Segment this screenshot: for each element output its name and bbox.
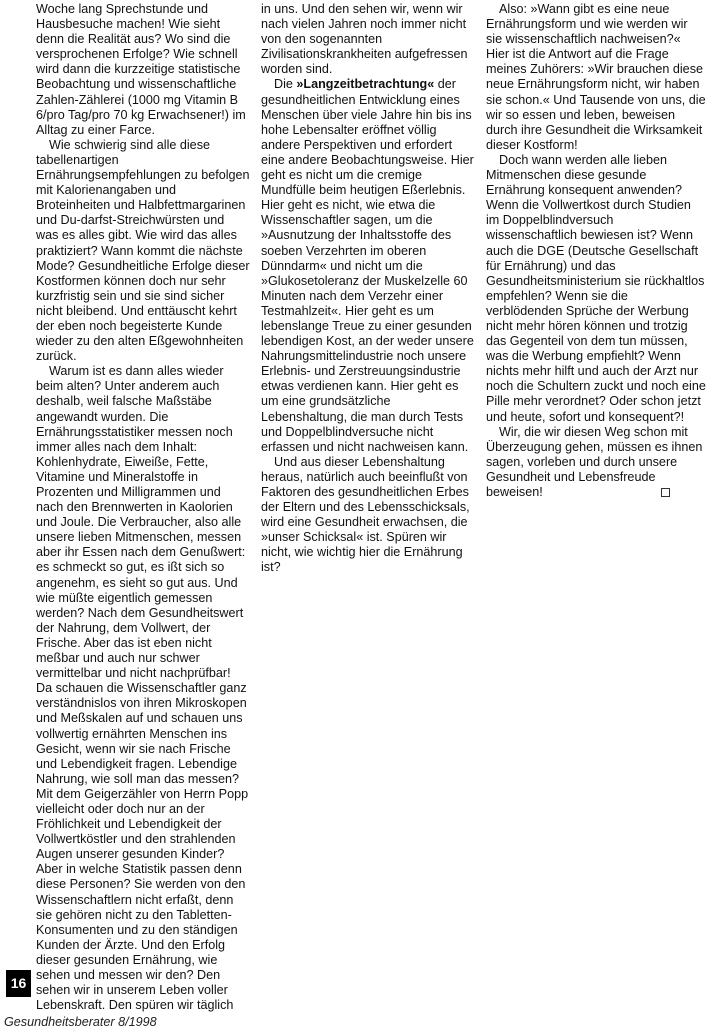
paragraph-text: der gesundheitlichen Entwicklung eines Menschen über viele Jahre hin bis ins hohe Lebensalter eröffnet völlig andere Perspektiven und erfordert eine andere Beobachtungsweise. Hier geht es nicht um die cremige Mundfülle beim heutigen Eßerlebnis. Hier geht es nicht, wie etwa die Wissenschaftler sagen, um die »Ausnutzung der Inhaltsstoffe des soeben Verzehrten im oberen Dünndarm« und nicht um die »Glukosetoleranz der Muskelzelle 60 Minuten nach dem Verzehr einer Testmahlzeit«. Hier geht es um lebenslange Treue zu einer gesunden lebendigen Kost, an der weder unsere Nahrungsmittelindustrie noch unsere Erlebnis- und Zerstreuungsindustrie etwas verdienen kann. Hier geht es um eine grundsätzliche Lebenshaltung, die man durch Tests und Doppelblindversuche nicht erfassen und nicht nachweisen kann. (261, 77, 474, 454)
page-number: 16 (6, 970, 31, 997)
paragraph: Woche lang Sprechstunde und Hausbesuche machen! Wie sieht denn die Realität aus? Wo sind die versprochenen Erfolge? Wie schnell wird dann die kurzzeitige statistische Beobachtung und wissenschaftliche Zahlen-Zählerei (1000 mg Vitamin B 6/pro Tag/pro 70 kg Erwachsener!) im Alltag zu einer Farce. (36, 2, 246, 137)
paragraph-text: Wir, die wir diesen Weg schon mit Überzeugung gehen, müssen es ihnen sagen, vorleben und durch unsere Gesundheit und Lebensfreude beweisen! (486, 424, 703, 499)
bold-keyword: »Langzeitbetrachtung« (296, 77, 435, 92)
paragraph: Doch wann werden alle lieben Mitmenschen diese gesunde Ernährung konsequent anwenden? Wenn die Vollwertkost durch Studien im Doppelblindversuch wissenschaftlich bewiesen ist? Wenn auch die DGE (Deutsche Gesellschaft für Ernährung) und das Gesundheitsministerium sie rückhaltlos empfehlen? Wenn sie die verblödenden Sprüche der Werbung nicht mehr hören können und trotzig das Gegenteil von dem tun müssen, was die Werbung empfiehlt? Wenn nichts mehr hilft und auch der Arzt nur noch die Schultern zuckt und noch eine Pille mehr verordnet? Oder schon jetzt und heute, sofort und konsequent?! (486, 152, 706, 424)
paragraph (486, 425, 707, 500)
paragraph: Also: »Wann gibt es eine neue Ernährungsform und wie werden wir sie wissenschaftlich nachweisen?« Hier ist die Antwort auf die Frage meines Zuhörers: »Wir brauchen diese neue Ernährungsform nicht, wir haben sie schon.« Und Tausende von uns, die wir so essen und leben, beweisen durch ihre Gesundheit die Wirksamkeit dieser Kostform! (486, 2, 706, 152)
paragraph: in uns. Und den sehen wir, wenn wir nach vielen Jahren noch immer nicht von den sogenannten Zivilisationskrankheiten aufgefressen worden sind. (261, 2, 468, 77)
article-column-3 (486, 2, 707, 500)
article-column-2 (261, 2, 476, 576)
paragraph-prefix: Die (274, 77, 297, 92)
paragraph (261, 77, 476, 454)
end-of-article-icon (661, 488, 670, 497)
paragraph: Und aus dieser Lebenshaltung heraus, natürlich auch beeinflußt von Faktoren des gesundheitlichen Erbes der Eltern und des Lebensschicksals, wird eine Gesundheit erwachsen, die »unser Schicksal« ist. Spüren wir nicht, wie wichtig hier die Ernährung ist? (261, 454, 470, 575)
paragraph: Wie schwierig sind alle diese tabellenartigen Ernährungsempfehlungen zu befolgen mit Kalorienangaben und Broteinheiten und Halbfettmargarinen und Du-darfst-Streichwürsten und was es alles gibt. Wie wird das alles praktiziert? Wann kommt die nächste Mode? Gesundheitliche Erfolge dieser Kostformen können doch nur sehr kurzfristig sein und sie sind sicher nicht bleibend. Und enttäuscht kehrt der eben noch begeisterte Kunde wieder zu den alten Eßgewohnheiten zurück. (36, 137, 250, 364)
paragraph: Warum ist es dann alles wieder beim alten? Unter anderem auch deshalb, weil falsche Maßstäbe angewandt wurden. Die Ernährungsstatistiker messen noch immer alles nach dem Inhalt: Kohlenhydrate, Eiweiße, Fette, Vitamine und Mineralstoffe in Prozenten und Milligrammen und nach den Brennwerten in Kaolorien und Joule. Die Verbraucher, also alle unsere lieben Mitmenschen, messen aber ihr Essen nach dem Genußwert: es schmeckt so gut, es ißt sich so angenehm, es sieht so gut aus. Und wie müßte eigentlich gemessen werden? Nach dem Gesundheitswert der Nahrung, dem Vollwert, der Frische. Aber das ist eben nicht meßbar und auch nur schwer vermittelbar und nicht nachprüfbar! Da schauen die Wissenschaftler ganz verständnislos von ihren Mikroskopen und Meßskalen auf und schauen uns vollwertig ernährten Menschen ins Gesicht, wenn wir sie nach Frische und Lebendigkeit fragen. Lebendige Nahrung, wie soll man das messen? Mit dem Geigerzähler von Herrn Popp vielleicht oder doch nur an der Fröhlichkeit und Lebendigkeit der Vollwertköstler und den strahlenden Augen unserer gesunden Kinder? Aber in welche Statistik passen denn diese Personen? Sie werden von den Wissenschaftlern nicht erfaßt, denn sie gehören nicht zu den Tabletten-Konsumenten und zu den ständigen Kunden der Ärzte. Und den Erfolg dieser gesunden Ernährung, wie sehen und messen wir den? Den sehen wir in unserem Leben voller Lebenskraft. Den spüren wir täglich (36, 364, 249, 1013)
footer-publication: Gesundheitsberater 8/1998 (4, 1015, 157, 1029)
article-column-1 (36, 2, 250, 1013)
